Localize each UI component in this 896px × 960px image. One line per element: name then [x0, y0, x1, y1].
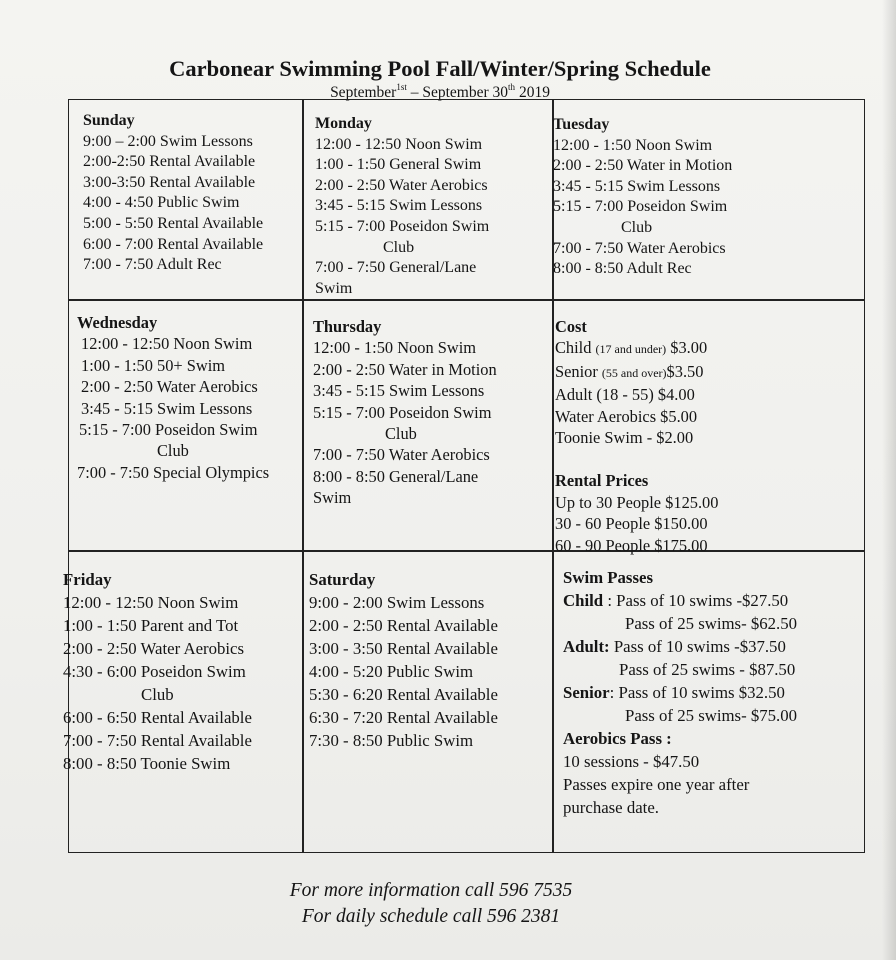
schedule-line: 4:30 - 6:00 Poseidon Swim — [63, 662, 246, 681]
day-heading: Saturday — [309, 570, 376, 589]
pass-senior — [563, 681, 797, 704]
schedule-line: 4:00 - 4:50 Public Swim — [83, 194, 240, 212]
footer-info-line: For more information call 596 7535 — [289, 880, 573, 901]
schedule-line: 1:00 - 1:50 Parent and Tot — [63, 616, 239, 635]
thursday-cell — [313, 316, 497, 509]
pass-child-10: : Pass of 10 swims -$27.50 — [603, 591, 789, 610]
schedule-line: 5:15 - 7:00 Poseidon Swim — [79, 420, 258, 440]
monday-cell — [315, 114, 489, 299]
pass-adult-10: Pass of 10 swims -$37.50 — [609, 637, 786, 656]
cost-aerobics: Water Aerobics $5.00 — [555, 406, 698, 426]
page-title: Carbonear Swimming Pool Fall/Winter/Spring Schedule — [169, 56, 711, 81]
schedule-line: 8:00 - 8:50 Adult Rec — [553, 260, 692, 278]
schedule-line: 12:00 - 12:50 Noon Swim — [63, 593, 239, 612]
pass-child — [563, 589, 797, 612]
date-year: 2019 — [515, 84, 550, 101]
day-heading: Sunday — [83, 112, 135, 129]
schedule-line: 7:00 - 7:50 General/Lane — [315, 259, 477, 277]
schedule-line: 2:00 - 2:50 Water in Motion — [313, 359, 497, 379]
saturday-cell — [309, 568, 498, 752]
schedule-line: 12:00 - 1:50 Noon Swim — [553, 136, 713, 154]
passes-heading: Swim Passes — [563, 568, 653, 587]
cost-child-label: Child — [555, 338, 596, 358]
schedule-line: 4:00 - 5:20 Public Swim — [309, 662, 474, 681]
schedule-line: 2:00 - 2:50 Water Aerobics — [63, 639, 245, 658]
schedule-line: 2:00-2:50 Rental Available — [83, 153, 256, 171]
aerobics-pass-line: 10 sessions - $47.50 — [563, 752, 700, 771]
schedule-line: 6:30 - 7:20 Rental Available — [309, 708, 498, 727]
schedule-line: 3:45 - 5:15 Swim Lessons — [81, 398, 253, 418]
schedule-line: 12:00 - 1:50 Noon Swim — [313, 338, 477, 358]
cost-adult: Adult (18 - 55) $4.00 — [555, 385, 695, 405]
pass-child-25: Pass of 25 swims- $62.50 — [625, 614, 798, 633]
cost-senior-label: Senior — [555, 361, 602, 381]
pass-child-label: Child — [563, 591, 604, 610]
day-heading: Monday — [315, 115, 372, 132]
schedule-line: 7:00 - 7:50 Water Aerobics — [553, 239, 726, 257]
rental-heading: Rental Prices — [555, 471, 649, 491]
schedule-line: 5:15 - 7:00 Poseidon Swim — [553, 198, 728, 216]
schedule-line: 7:00 - 7:50 Rental Available — [63, 731, 252, 750]
schedule-line: 2:00 - 2:50 Rental Available — [309, 616, 498, 635]
date-end: – September 30 — [406, 84, 509, 101]
column-divider — [302, 100, 304, 852]
schedule-line: 5:30 - 6:20 Rental Available — [309, 685, 498, 704]
cost-toonie: Toonie Swim - $2.00 — [555, 428, 694, 448]
cost-child-note: (17 and under) — [595, 342, 667, 357]
schedule-line: 3:45 - 5:15 Swim Lessons — [553, 177, 721, 195]
cost-child-price: $3.00 — [666, 338, 708, 358]
pass-adult — [563, 635, 797, 658]
cost-child — [555, 337, 718, 360]
cost-heading: Cost — [555, 317, 587, 336]
schedule-line: 8:00 - 8:50 General/Lane — [313, 466, 479, 486]
schedule-line: Swim — [313, 488, 352, 508]
pass-senior-10: : Pass of 10 swims $32.50 — [609, 683, 785, 702]
schedule-line: 1:00 - 1:50 General Swim — [315, 156, 482, 174]
footer-schedule-line: For daily schedule call 596 2381 — [301, 906, 561, 927]
cost-senior-note: (55 and over) — [601, 365, 667, 380]
rental-line: 60 - 90 People $175.00 — [555, 535, 708, 555]
date-sup-2: th — [508, 82, 516, 92]
aerobics-pass-heading: Aerobics Pass : — [563, 729, 672, 748]
rental-line: 30 - 60 People $150.00 — [555, 514, 708, 534]
schedule-line: Club — [157, 441, 189, 461]
pass-adult-25: Pass of 25 swims - $87.50 — [619, 660, 796, 679]
pass-expiry-line: Passes expire one year after — [563, 775, 750, 794]
pass-senior-label: Senior — [563, 683, 610, 702]
rental-line: Up to 30 People $125.00 — [555, 492, 719, 512]
day-heading: Wednesday — [77, 313, 158, 332]
schedule-line: 2:00 - 2:50 Water Aerobics — [81, 377, 258, 397]
schedule-line: Club — [385, 424, 417, 444]
cost-senior — [555, 361, 718, 384]
page-edge-shadow — [882, 0, 896, 960]
schedule-line: 2:00 - 2:50 Water in Motion — [553, 157, 733, 175]
date-sup-1: 1st — [396, 82, 407, 92]
day-heading: Friday — [63, 570, 112, 589]
wednesday-cell — [77, 312, 269, 483]
schedule-line: Club — [383, 238, 415, 256]
schedule-line: 2:00 - 2:50 Water Aerobics — [315, 176, 488, 194]
schedule-line: 7:30 - 8:50 Public Swim — [309, 731, 474, 750]
schedule-line: Club — [141, 685, 174, 704]
cost-cell — [555, 316, 718, 556]
passes-cell — [563, 566, 797, 819]
pass-expiry-line: purchase date. — [563, 798, 659, 817]
schedule-line: 6:00 - 7:00 Rental Available — [83, 235, 264, 253]
pass-adult-label: Adult: — [563, 637, 610, 656]
friday-cell — [63, 568, 252, 775]
schedule-line: Swim — [315, 279, 353, 297]
schedule-line: 6:00 - 6:50 Rental Available — [63, 708, 252, 727]
schedule-line: 7:00 - 7:50 Water Aerobics — [313, 445, 490, 465]
schedule-line: 5:00 - 5:50 Rental Available — [83, 214, 264, 232]
row-divider — [69, 550, 864, 552]
schedule-line: 9:00 – 2:00 Swim Lessons — [83, 132, 253, 150]
schedule-line: 12:00 - 12:50 Noon Swim — [81, 334, 253, 354]
pass-senior-25: Pass of 25 swims- $75.00 — [625, 706, 798, 725]
schedule-line: 7:00 - 7:50 Adult Rec — [83, 256, 222, 274]
schedule-line: 3:45 - 5:15 Swim Lessons — [313, 381, 485, 401]
schedule-line: 3:00 - 3:50 Rental Available — [309, 639, 498, 658]
tuesday-cell — [553, 115, 732, 280]
schedule-line: 5:15 - 7:00 Poseidon Swim — [313, 402, 492, 422]
day-heading: Tuesday — [553, 116, 610, 133]
schedule-line: 8:00 - 8:50 Toonie Swim — [63, 754, 231, 773]
schedule-line: 1:00 - 1:50 50+ Swim — [81, 355, 226, 375]
schedule-line: 9:00 - 2:00 Swim Lessons — [309, 593, 485, 612]
day-heading: Thursday — [313, 317, 382, 336]
sunday-cell — [83, 111, 263, 276]
schedule-line: 3:00-3:50 Rental Available — [83, 173, 256, 191]
schedule-line: 5:15 - 7:00 Poseidon Swim — [315, 217, 490, 235]
schedule-line: 7:00 - 7:50 Special Olympics — [77, 462, 270, 482]
schedule-table — [63, 99, 865, 853]
date-start: September — [330, 84, 397, 101]
spacer — [555, 448, 718, 470]
schedule-line: 3:45 - 5:15 Swim Lessons — [315, 197, 483, 215]
schedule-line: Club — [621, 218, 653, 236]
cost-senior-price: $3.50 — [666, 361, 704, 381]
schedule-line: 12:00 - 12:50 Noon Swim — [315, 135, 483, 153]
